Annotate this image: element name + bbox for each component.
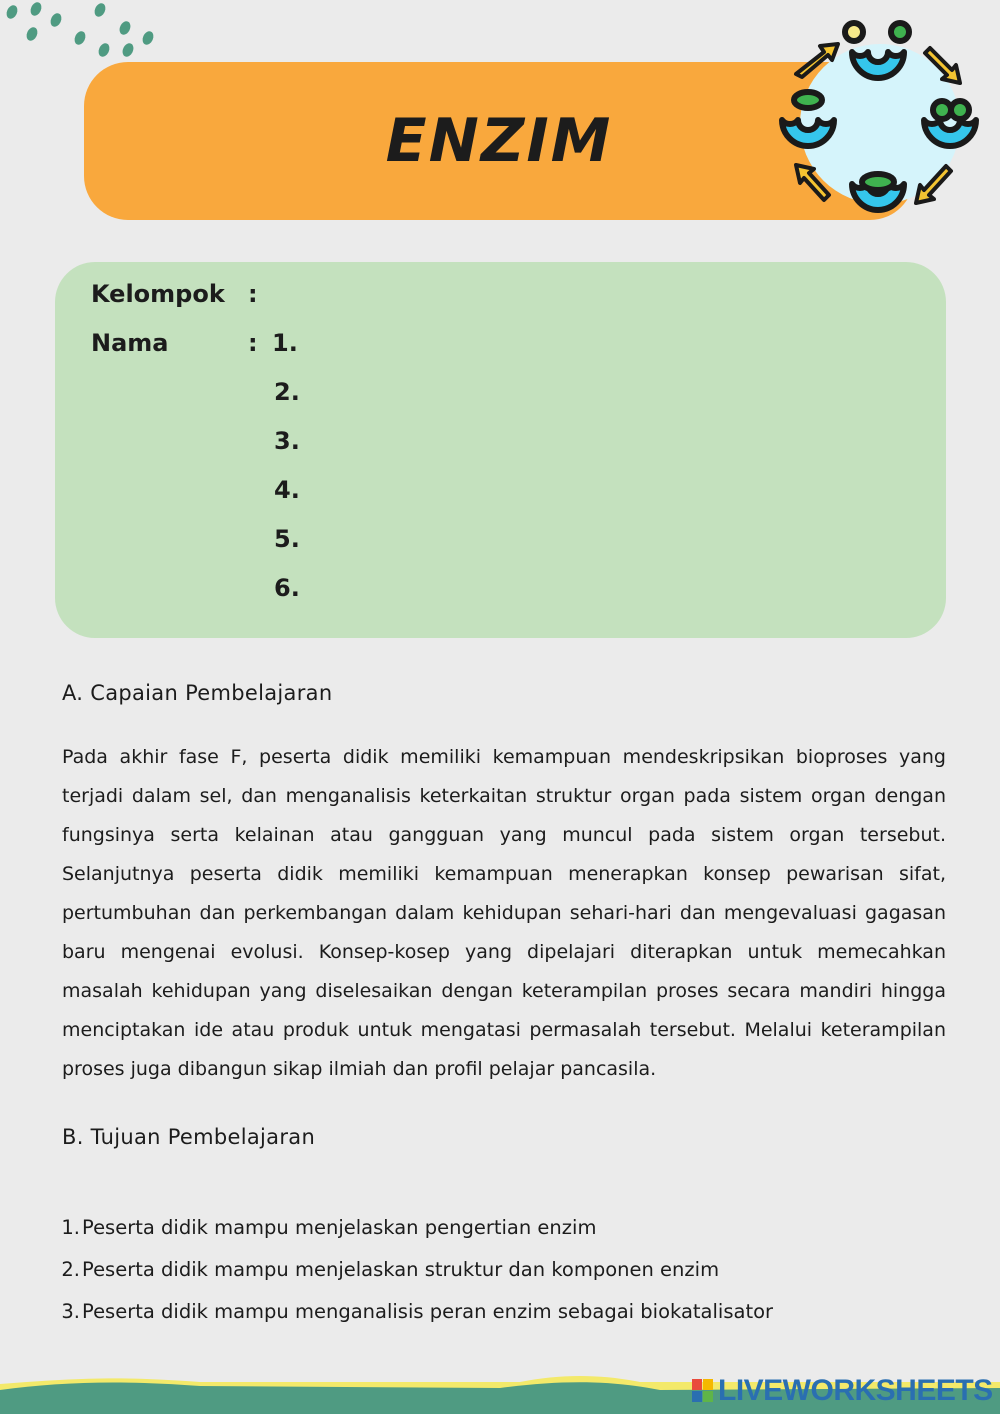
enzyme-cycle-icon	[770, 14, 990, 228]
brand-text: LIVEWORKSHEETS	[718, 1374, 993, 1407]
list-item-number: 3.	[61, 1299, 80, 1323]
name-number: 6.	[274, 574, 300, 602]
decorative-dots	[0, 0, 170, 70]
name-number: 3.	[274, 427, 300, 455]
page-title: ENZIM	[385, 106, 613, 176]
group-colon: :	[248, 280, 258, 308]
list-item-text: Peserta didik mampu menjelaskan pengertian enzim	[82, 1215, 597, 1239]
name-colon: :	[248, 329, 258, 357]
section-a-paragraph: Pada akhir fase F, peserta didik memiliki kemampuan mendeskripsikan bioproses yang terjadi dalam sel, dan menganalisis keterkaitan struktur organ pada sistem organ dengan fungsinya serta kelainan atau gangguan yang muncul pada sistem organ tersebut. Selanjutnya peserta didik memiliki kemampuan menerapkan konsep pewarisan sifat, pertumbuhan dan perkembangan dalam kehidupan sehari-hari dan mengevaluasi gagasan baru mengenai evolusi. Konsep-kosep yang dipelajari diterapkan untuk memecahkan masalah kehidupan yang diselesaikan dengan keterampilan proses secara mandiri hingga menciptakan ide atau produk untuk mengatasi permasalah tersebut. Melalui keterampilan proses juga dibangun sikap ilmiah dan profil pelajar pancasila.	[62, 746, 946, 1080]
name-number: 2.	[274, 378, 300, 406]
list-item	[56, 1248, 956, 1290]
goals-list	[56, 1206, 956, 1332]
list-item-number: 1.	[61, 1215, 80, 1239]
name-number: 5.	[274, 525, 300, 553]
section-a-heading: A. Capaian Pembelajaran	[62, 681, 333, 705]
list-item-text: Peserta didik mampu menjelaskan struktur dan komponen enzim	[82, 1257, 720, 1281]
section-b-heading: B. Tujuan Pembelajaran	[62, 1125, 316, 1149]
liveworksheets-brand[interactable]	[692, 1374, 993, 1408]
list-item	[56, 1206, 956, 1248]
list-item-number: 2.	[61, 1257, 80, 1281]
list-item	[56, 1290, 956, 1332]
list-item-text: Peserta didik mampu menganalisis peran enzim sebagai biokatalisator	[82, 1299, 774, 1323]
identity-box	[55, 262, 946, 638]
name-number: 4.	[274, 476, 300, 504]
name-number: 1.	[272, 329, 298, 357]
name-label: Nama	[91, 329, 169, 357]
liveworksheets-logo-icon	[692, 1379, 714, 1403]
group-label: Kelompok	[91, 280, 225, 308]
